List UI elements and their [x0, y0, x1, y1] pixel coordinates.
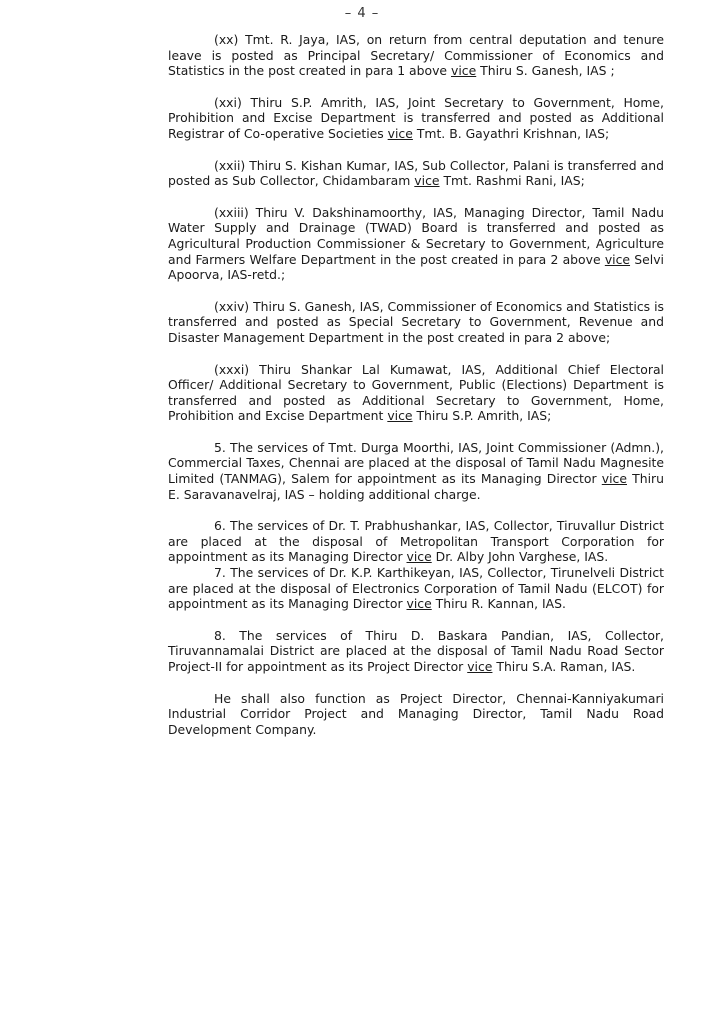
order-clause-xxi	[168, 95, 664, 142]
clause-text: 5. The services of Tmt. Durga Moorthi, IAS, Joint Commissioner (Admn.), Commercial Taxes, Chennai are placed at the disposal of Tamil Nadu Magnesite Limited (TANMAG), Salem for appointment as its Managing Director	[168, 439, 664, 487]
order-clause-xxiv	[168, 299, 664, 346]
clause-text: (xxiv) Thiru S. Ganesh, IAS, Commissioner of Economics and Statistics is transferred and posted as Special Secretary to Government, Revenue and Disaster Management Department in the post created in para 2 above;	[168, 298, 664, 345]
vice-term: vice	[406, 596, 432, 612]
vice-term: vice	[451, 63, 477, 79]
clause-text-end: Selvi Apoorva, IAS-retd.;	[168, 251, 664, 283]
clause-text-end: Tmt. Rashmi Rani, IAS;	[439, 173, 585, 189]
clause-text: (xxi) Thiru S.P. Amrith, IAS, Joint Secretary to Government, Home, Prohibition and Excise Department is transferred and posted as Additional Registrar of Co-operative Societies	[168, 94, 664, 141]
clause-text-end: Thiru E. Saravanavelraj, IAS – holding additional charge.	[168, 471, 664, 502]
clause-text: (xxxi) Thiru Shankar Lal Kumawat, IAS, Additional Chief Electoral Officer/ Additional Secretary to Government, Public (Elections) Department is transferred and posted as Additional Secretary to Government, Home, Prohibition and Excise Department	[168, 361, 664, 424]
clause-text: He shall also function as Project Director, Chennai-Kanniyakumari Industrial Corridor Project and Managing Director, Tamil Nadu Road Development Company.	[168, 690, 664, 737]
order-clause-xxii	[168, 158, 664, 189]
order-para-5	[168, 440, 664, 502]
order-clause-xx	[168, 32, 664, 79]
clause-text-end: Thiru S. Ganesh, IAS ;	[476, 63, 615, 79]
clause-text: 7. The services of Dr. K.P. Karthikeyan, IAS, Collector, Tirunelveli District are placed at the disposal of Electronics Corporation of Tamil Nadu (ELCOT) for appointment as its Managing Director	[168, 565, 664, 612]
clause-text-end: Thiru S.P. Amrith, IAS;	[412, 408, 552, 424]
order-para-6	[168, 518, 664, 565]
clause-text-end: Tmt. B. Gayathri Krishnan, IAS;	[412, 125, 610, 141]
clause-text: 6. The services of Dr. T. Prabhushankar, IAS, Collector, Tiruvallur District are placed at the disposal of Metropolitan Transport Corporation for appointment as its Managing Director	[168, 518, 664, 565]
clause-text: 8. The services of Thiru D. Baskara Pandian, IAS, Collector, Tiruvannamalai District are placed at the disposal of Tamil Nadu Road Sector Project-II for appointment as its Project Director	[168, 627, 664, 674]
vice-term: vice	[387, 408, 413, 424]
order-para-8-addendum	[168, 691, 664, 738]
clause-text-end: Thiru S.A. Raman, IAS.	[492, 659, 636, 674]
vice-term: vice	[601, 471, 627, 487]
order-clause-xxiii	[168, 205, 664, 283]
vice-term: vice	[387, 125, 413, 141]
clause-text: (xxii) Thiru S. Kishan Kumar, IAS, Sub Collector, Palani is transferred and posted as Sub Collector, Chidambaram	[168, 157, 664, 189]
clause-text-end: Dr. Alby John Varghese, IAS.	[431, 549, 609, 565]
vice-term: vice	[604, 251, 631, 267]
vice-term: vice	[406, 549, 432, 565]
vice-term: vice	[414, 173, 440, 189]
order-para-7	[168, 565, 664, 612]
clause-text: (xx) Tmt. R. Jaya, IAS, on return from central deputation and tenure leave is posted as Principal Secretary/ Commissioner of Economics and Statistics in the post created in para 1 above	[168, 32, 664, 79]
order-clause-xxxi	[168, 362, 664, 424]
order-body	[168, 32, 664, 753]
vice-term: vice	[467, 659, 493, 674]
clause-text: (xxiii) Thiru V. Dakshinamoorthy, IAS, Managing Director, Tamil Nadu Water Supply and Drainage (TWAD) Board is transferred and posted as Agricultural Production Commissioner & Secretary to Government, Agriculture and Farmers Welfare Department in the post created in para 2 above	[168, 204, 664, 267]
page-number: – 4 –	[344, 6, 380, 21]
clause-text-end: Thiru R. Kannan, IAS.	[431, 596, 566, 612]
order-para-8	[168, 628, 664, 675]
